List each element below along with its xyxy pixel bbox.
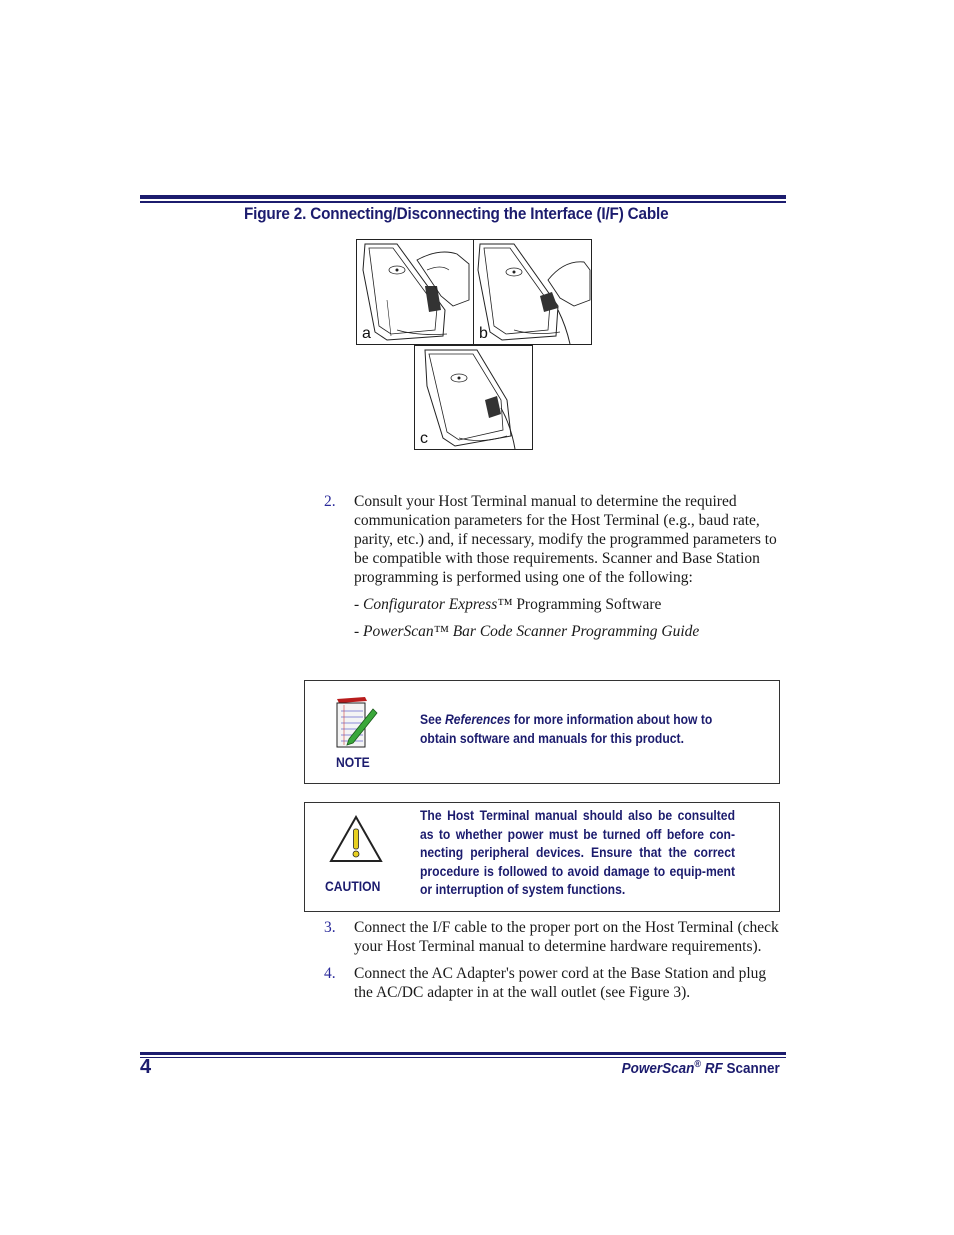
option-italic: Configurator Express™ [363, 596, 513, 613]
panel-label: c [420, 430, 428, 447]
footer-rule-thick [140, 1052, 786, 1055]
option-prefix: - [354, 596, 364, 613]
step-number: 4. [324, 965, 336, 982]
caution-label: CAUTION [325, 879, 381, 894]
footer-title-sup: ® [694, 1059, 702, 1070]
footer-title-main: PowerScan [621, 1060, 695, 1077]
footer-rule-thin [140, 1057, 786, 1058]
note-text-italic: References [445, 712, 511, 727]
note-text [420, 711, 735, 748]
step-list-upper [324, 492, 786, 641]
panel-label: a [362, 325, 371, 342]
header-rule-thin [140, 201, 786, 203]
figure-panel-b [473, 239, 592, 345]
footer-title-end: Scanner [722, 1060, 780, 1077]
step-text: Consult your Host Terminal manual to determine the required communication parameters for the Host Terminal (e.g., baud rate, parity, etc.) and, if necessary, modify the programmed parameters to be compatible with those requirements. Scanner and Base Station programming is performed using one of the following: [354, 493, 777, 586]
header-rule-thick [140, 195, 786, 199]
option-configurator [324, 595, 786, 614]
note-label: NOTE [336, 755, 370, 770]
note-text-pre: See [420, 712, 446, 727]
panel-label: b [479, 325, 488, 342]
step-text: Connect the AC Adapter's power cord at the Base Station and plug the AC/DC adapter in at the wall outlet (see Figure 3). [354, 965, 767, 1001]
option-programming-guide [324, 622, 786, 641]
step-text: Connect the I/F cable to the proper port on the Host Terminal (check your Host Terminal manual to determine hardware requirements). [354, 919, 779, 955]
step-2 [324, 492, 786, 587]
option-italic: PowerScan™ Bar Code Scanner Programming Guide [363, 623, 700, 640]
figure-title: Figure 2. Connecting/Disconnecting the Interface (I/F) Cable [244, 204, 669, 223]
figure-panel-a [356, 239, 474, 345]
step-number: 2. [324, 493, 336, 510]
warning-triangle-icon [329, 815, 383, 863]
base-station-illustration-b [474, 240, 591, 344]
note-text-post: for more information about how to obtain software and manuals for this product. [420, 712, 713, 746]
step-4 [324, 964, 786, 1002]
page-number: 4 [140, 1056, 152, 1078]
step-number: 3. [324, 919, 336, 936]
notepad-pencil-icon [331, 695, 381, 751]
base-station-illustration-c [415, 346, 532, 449]
option-prefix: - [354, 623, 364, 640]
footer-title [622, 1059, 780, 1077]
note-box [304, 680, 780, 784]
caution-text: The Host Terminal manual should also be consulted as to whether power must be turned off before con-necting peripheral devices. Ensure that the correct procedure is followed to avoid damage to equip-ment or interruption of system functions. [420, 808, 735, 897]
step-3 [324, 918, 786, 956]
option-rest: Programming Software [512, 596, 662, 613]
footer-title-rf: RF [701, 1060, 723, 1077]
caution-box [304, 802, 780, 912]
base-station-illustration-a [357, 240, 473, 344]
figure-panel-c [414, 345, 533, 450]
step-list-lower [324, 918, 786, 1002]
